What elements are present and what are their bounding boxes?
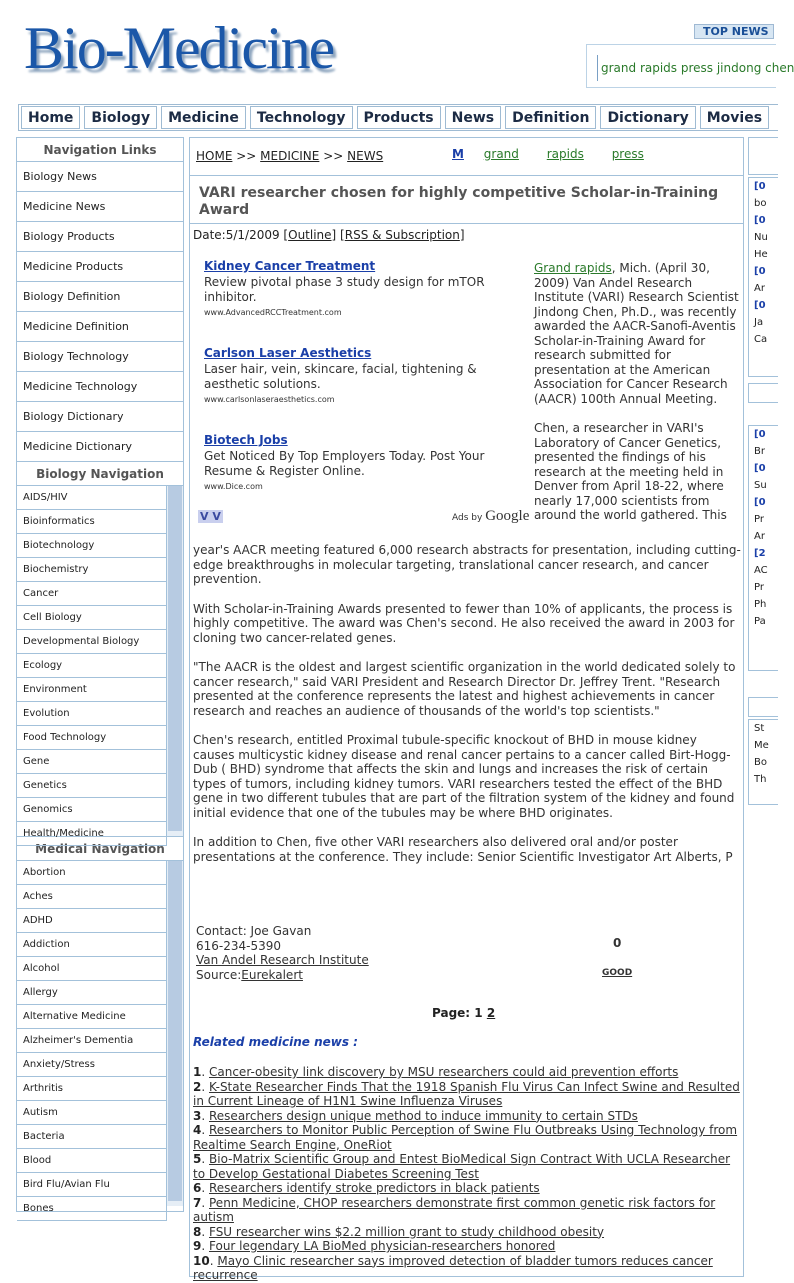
right-item[interactable]: Su: [754, 480, 767, 491]
related-news-heading: Related medicine news :: [193, 1035, 358, 1049]
related-link[interactable]: Researchers design unique method to induce immunity to certain STDs: [209, 1108, 638, 1123]
right-sidebar: [748, 137, 778, 1277]
nav-links-list: [17, 162, 183, 462]
medical-scrollbar[interactable]: [167, 861, 183, 1206]
biology-nav-item[interactable]: Developmental Biology: [17, 630, 167, 654]
article-date: Date:5/1/2009 [: [193, 228, 289, 242]
biology-scrollbar[interactable]: [167, 486, 183, 836]
tag-grand[interactable]: grand: [483, 147, 519, 161]
article-title-box: [190, 175, 743, 224]
vote-count: 0: [613, 936, 622, 950]
page-1: 1: [474, 1006, 483, 1020]
right-header-box: [748, 697, 778, 717]
related-index: 5: [193, 1152, 202, 1166]
contact-phone: 616-234-5390: [196, 938, 282, 953]
related-index: 4: [193, 1123, 202, 1137]
right-item[interactable]: Pr: [754, 514, 764, 525]
ad-nav-buttons[interactable]: [198, 510, 225, 523]
contact-name: Contact: Joe Gavan: [196, 924, 312, 938]
medical-nav-item[interactable]: Alternative Medicine: [17, 1005, 167, 1029]
medical-nav-item[interactable]: Anxiety/Stress: [17, 1053, 167, 1077]
nav-link-item[interactable]: Medicine Dictionary: [17, 432, 183, 462]
related-link[interactable]: Cancer-obesity link discovery by MSU researchers could aid prevention efforts: [209, 1065, 679, 1079]
nav-movies[interactable]: Movies: [700, 106, 769, 129]
related-item: 7. Penn Medicine, CHOP researchers demonstrate first common genetic risk factors for autism: [193, 1195, 716, 1224]
page-2-link[interactable]: 2: [486, 1006, 496, 1020]
article-body: [193, 543, 741, 879]
medical-nav-item[interactable]: Autism: [17, 1101, 167, 1125]
biology-scroll-thumb[interactable]: [168, 486, 182, 831]
nav-home[interactable]: Home: [21, 106, 80, 129]
right-item[interactable]: Pa: [754, 616, 766, 627]
nav-link-item[interactable]: Biology Products: [17, 222, 183, 252]
related-item: 4. Researchers to Monitor Public Perception of Swine Flu Outbreaks Using Technology from Realtime Search Engine, OneRiot: [193, 1123, 738, 1152]
nav-link-item[interactable]: Biology Technology: [17, 342, 183, 372]
right-item[interactable]: Th: [754, 774, 767, 785]
related-index: 1: [193, 1065, 202, 1079]
ads-by-label: Ads by: [452, 513, 483, 523]
right-news-box-3: [748, 719, 778, 805]
article-title: VARI researcher chosen for highly competitive Scholar-in-Training Award: [199, 185, 719, 218]
related-link[interactable]: FSU researcher wins $2.2 million grant to study childhood obesity: [209, 1224, 605, 1239]
biology-nav-item[interactable]: Environment: [17, 678, 167, 702]
nav-link-item[interactable]: Biology News: [17, 162, 183, 192]
ad-nav-label[interactable]: V V: [200, 510, 221, 523]
top-news-label[interactable]: TOP NEWS: [694, 24, 774, 39]
ad-item: [204, 346, 524, 433]
related-news-list: [193, 1065, 741, 1283]
related-item: 3. Researchers design unique method to induce immunity to certain STDs: [193, 1108, 638, 1123]
ad-item: [204, 433, 524, 520]
nav-link-item[interactable]: Medicine Definition: [17, 312, 183, 342]
right-item[interactable]: Ar: [754, 283, 765, 294]
right-item[interactable]: bo: [754, 198, 767, 209]
rss-link[interactable]: RSS & Subscription: [344, 228, 460, 242]
related-link[interactable]: Researchers to Monitor Public Perception of Swine Flu Outbreaks Using Technology from Realtime Search Engine, OneRiot: [193, 1123, 738, 1152]
related-link[interactable]: Researchers identify stroke predictors in black patients: [209, 1181, 540, 1195]
contact-info: [196, 924, 369, 982]
nav-link-item[interactable]: Biology Dictionary: [17, 402, 183, 432]
medical-nav-item[interactable]: Bacteria: [17, 1125, 167, 1149]
ad-url[interactable]: www.carlsonlaseraesthetics.com: [204, 395, 335, 404]
ad-title[interactable]: Carlson Laser Aesthetics: [204, 346, 372, 360]
good-vote-button[interactable]: GOOD: [602, 968, 633, 978]
related-index: 10: [193, 1253, 210, 1268]
related-link[interactable]: K-State Researcher Finds That the 1918 Spanish Flu Virus Can Infect Swine and Resulted in Current Lineage of H1N1 Swine Influenza Viruses: [193, 1079, 740, 1108]
ad-title[interactable]: Biotech Jobs: [204, 433, 288, 447]
ad-item: [204, 259, 524, 346]
medical-nav-item[interactable]: Bird Flu/Avian Flu: [17, 1173, 167, 1197]
news-ticker: [586, 44, 794, 88]
breadcrumb-home[interactable]: HOME: [196, 149, 233, 163]
left-sidebar: [16, 137, 184, 1212]
medical-nav-item[interactable]: Allergy: [17, 981, 167, 1005]
nav-news[interactable]: News: [445, 106, 501, 129]
medical-nav-item[interactable]: Abortion: [17, 861, 167, 885]
body-paragraph: "The AACR is the oldest and largest scientific organization in the world dedicated solely to cancer research," said VARI President and Research Director Dr. Jeffrey Trent. "Research presented at the conference represents the latest and highest achievements in cancer research and reaches an audience of thousands of the world's top scientists.": [193, 660, 736, 718]
biology-nav-item[interactable]: Genetics: [17, 774, 167, 798]
body-paragraph: year's AACR meeting featured 6,000 research abstracts for presentation, including cutting-edge breakthroughs in molecular targeting, translational cancer research, and cancer prevention.: [193, 543, 741, 586]
nav-dictionary[interactable]: Dictionary: [600, 106, 695, 129]
page-label: Page:: [432, 1006, 471, 1020]
keyword-tags: [452, 147, 668, 161]
medical-nav-item[interactable]: Arthritis: [17, 1077, 167, 1101]
right-item[interactable]: AC: [754, 565, 768, 576]
ad-url[interactable]: www.Dice.com: [204, 482, 263, 491]
related-index: 2: [193, 1079, 202, 1094]
right-item[interactable]: Nu: [754, 232, 768, 243]
body-paragraph: Chen's research, entitled Proximal tubule-specific knockout of BHD in mouse kidney causes multicystic kidney disease and renal cancer pertains to a cancer called Birt-Hogg-Dub ( BHD) syndrome that affects the skin and lungs and increases the risk of certain types of tumors, including kidney tumors. VARI researchers tested the effect of the BHD gene in two different tubules that are part of the filtration system of the kidney and found initial evidence that one of the tubules may be where BHD originates.: [193, 733, 735, 820]
related-link[interactable]: Penn Medicine, CHOP researchers demonstrate first common genetic risk factors for autism: [193, 1195, 716, 1224]
right-item[interactable]: [0: [754, 497, 766, 508]
ticker-text[interactable]: grand rapids press jindong chen: [597, 55, 776, 81]
right-item[interactable]: [0: [754, 429, 766, 440]
nav-medicine[interactable]: Medicine: [161, 106, 246, 129]
ad-title[interactable]: Kidney Cancer Treatment: [204, 259, 376, 273]
right-item[interactable]: [0: [754, 215, 766, 226]
right-item[interactable]: Bo: [754, 757, 767, 768]
outline-link[interactable]: Outline: [288, 228, 332, 242]
source-label: Source:: [196, 967, 242, 982]
related-index: 8: [193, 1224, 202, 1239]
medical-nav-item[interactable]: Alzheimer's Dementia: [17, 1029, 167, 1053]
right-item[interactable]: Ca: [754, 334, 768, 345]
medical-nav-item[interactable]: Alcohol: [17, 957, 167, 981]
right-news-box-2: [748, 425, 778, 671]
right-header-box: [748, 137, 778, 175]
article-dateline: [193, 228, 465, 242]
nav-link-item[interactable]: Medicine Technology: [17, 372, 183, 402]
breadcrumb: [196, 149, 383, 163]
tag-rapids[interactable]: rapids: [546, 147, 584, 161]
biology-nav-item[interactable]: Cell Biology: [17, 606, 167, 630]
article-panel: [189, 137, 744, 1282]
nav-technology[interactable]: Technology: [250, 106, 353, 129]
source-link[interactable]: Eurekalert: [241, 967, 303, 982]
related-index: 6: [193, 1181, 202, 1195]
google-wordmark: Google: [485, 508, 530, 524]
right-item[interactable]: [0: [754, 300, 766, 311]
breadcrumb-separator: >>: [236, 149, 257, 163]
top-navigation: [18, 104, 778, 131]
ads-by-google[interactable]: [452, 508, 529, 525]
biology-nav-item[interactable]: Food Technology: [17, 726, 167, 750]
right-item[interactable]: He: [754, 249, 768, 260]
related-item: 6. Researchers identify stroke predictors in black patients: [193, 1181, 540, 1195]
related-index: 3: [193, 1108, 202, 1123]
related-link[interactable]: Bio-Matrix Scientific Group and Entest BioMedical Sign Contract With UCLA Researcher to Develop Gestational Diabetes Screening Test: [193, 1152, 731, 1181]
medical-navigation-heading: Medical Navigation: [17, 837, 183, 861]
right-news-box-1: [748, 177, 778, 377]
biology-navigation-heading: Biology Navigation: [17, 462, 183, 486]
biology-nav-item[interactable]: Biochemistry: [17, 558, 167, 582]
right-item[interactable]: Ja: [754, 317, 764, 328]
ad-block: [204, 259, 524, 520]
right-item[interactable]: St: [754, 723, 765, 734]
right-item[interactable]: Ph: [754, 599, 767, 610]
biology-nav-item[interactable]: Biotechnology: [17, 534, 167, 558]
right-header-box: [748, 383, 778, 403]
bracket-sep: ] [: [331, 228, 345, 242]
medical-nav-item[interactable]: Addiction: [17, 933, 167, 957]
ad-url[interactable]: www.AdvancedRCCTreatment.com: [204, 308, 342, 317]
related-item: 8. FSU researcher wins $2.2 million grant to study childhood obesity: [193, 1224, 605, 1239]
right-item[interactable]: Ar: [754, 531, 765, 542]
tag-m-link[interactable]: M: [452, 147, 464, 161]
biology-nav-item[interactable]: Health/Medicine: [17, 822, 167, 846]
ad-description: Get Noticed By Top Employers Today. Post Your Resume & Register Online.: [204, 449, 485, 478]
biology-nav-item[interactable]: AIDS/HIV: [17, 486, 167, 510]
right-item[interactable]: Me: [754, 740, 769, 751]
biology-nav-item[interactable]: Genomics: [17, 798, 167, 822]
related-item: 10. Mayo Clinic researcher says improved detection of bladder tumors reduces cancer recurrence: [193, 1253, 713, 1282]
biology-nav-item[interactable]: Evolution: [17, 702, 167, 726]
related-link[interactable]: Mayo Clinic researcher says improved detection of bladder tumors reduces cancer recurrence: [193, 1253, 713, 1282]
ad-description: Review pivotal phase 3 study design for mTOR inhibitor.: [204, 275, 485, 304]
related-index: 7: [193, 1195, 202, 1210]
nav-biology[interactable]: Biology: [84, 106, 157, 129]
biology-nav-item[interactable]: Ecology: [17, 654, 167, 678]
medical-scroll-thumb[interactable]: [168, 861, 182, 1201]
nav-link-item[interactable]: Biology Definition: [17, 282, 183, 312]
tag-press[interactable]: press: [611, 147, 644, 161]
biology-navigation-list[interactable]: [17, 486, 183, 837]
related-index: 9: [193, 1239, 202, 1253]
nav-links-heading: Navigation Links: [17, 138, 183, 162]
related-item: 1. Cancer-obesity link discovery by MSU researchers could aid prevention efforts: [193, 1065, 679, 1079]
medical-nav-item[interactable]: Blood: [17, 1149, 167, 1173]
medical-nav-item[interactable]: Bones: [17, 1197, 167, 1221]
ad-description: Laser hair, vein, skincare, facial, tightening & aesthetic solutions.: [204, 362, 477, 391]
right-item[interactable]: Pr: [754, 582, 764, 593]
right-item[interactable]: [0: [754, 181, 766, 192]
intro-paragraph: , Mich. (April 30, 2009) Van Andel Research Institute (VARI) Research Scientist Jindong Chen, Ph.D., was recently awarded the AACR-Sanofi-Aventis Scholar-in-Training Award for research submitted for presentation at the American Association for Cancer Research (AACR) 100th Annual Meeting.: [534, 261, 739, 406]
body-paragraph: In addition to Chen, five other VARI researchers also delivered oral and/or poster presentations at the conference. They include: Senior Scientific Investigator Art Alberts, P: [193, 835, 733, 864]
related-item: 5. Bio-Matrix Scientific Group and Entest BioMedical Sign Contract With UCLA Researcher to Develop Gestational Diabetes Screening Test: [193, 1152, 731, 1181]
article-intro: [534, 261, 740, 523]
grand-rapids-link[interactable]: Grand rapids: [534, 261, 612, 275]
medical-nav-item[interactable]: Aches: [17, 885, 167, 909]
body-paragraph: With Scholar-in-Training Awards presented to fewer than 10% of applicants, the process is highly competitive. The award was Chen's second. He also received the award in 2003 for cloning two cancer-related genes.: [193, 601, 735, 645]
breadcrumb-medicine[interactable]: MEDICINE: [260, 149, 320, 163]
breadcrumb-separator: >>: [323, 149, 344, 163]
intro-paragraph-2: Chen, a researcher in VARI's Laboratory of Cancer Genetics, presented the findings of his research at the meeting held in Denver from April 18-22, where nearly 17,000 scientists from around the world gathered. This: [534, 421, 727, 522]
right-item[interactable]: [0: [754, 463, 766, 474]
site-logo[interactable]: Bio-Medicine: [24, 15, 334, 81]
related-item: 2. K-State Researcher Finds That the 1918 Spanish Flu Virus Can Infect Swine and Resulted in Current Lineage of H1N1 Swine Influenza Viruses: [193, 1079, 740, 1108]
right-item[interactable]: Br: [754, 446, 765, 457]
medical-nav-item[interactable]: ADHD: [17, 909, 167, 933]
bracket-end: ]: [459, 228, 465, 242]
medical-navigation-list[interactable]: [17, 861, 183, 1214]
biology-nav-item[interactable]: Cancer: [17, 582, 167, 606]
related-link[interactable]: Four legendary LA BioMed physician-researchers honored: [209, 1239, 556, 1253]
biology-nav-item[interactable]: Gene: [17, 750, 167, 774]
pagination: [432, 1006, 495, 1020]
breadcrumb-news[interactable]: NEWS: [347, 149, 384, 163]
right-item[interactable]: [2: [754, 548, 766, 559]
right-item[interactable]: [0: [754, 266, 766, 277]
nav-products[interactable]: Products: [357, 106, 441, 129]
institute-link[interactable]: Van Andel Research Institute: [196, 953, 369, 967]
nav-link-item[interactable]: Medicine News: [17, 192, 183, 222]
nav-definition[interactable]: Definition: [505, 106, 596, 129]
biology-nav-item[interactable]: Bioinformatics: [17, 510, 167, 534]
nav-link-item[interactable]: Medicine Products: [17, 252, 183, 282]
related-item: 9. Four legendary LA BioMed physician-researchers honored: [193, 1239, 556, 1253]
